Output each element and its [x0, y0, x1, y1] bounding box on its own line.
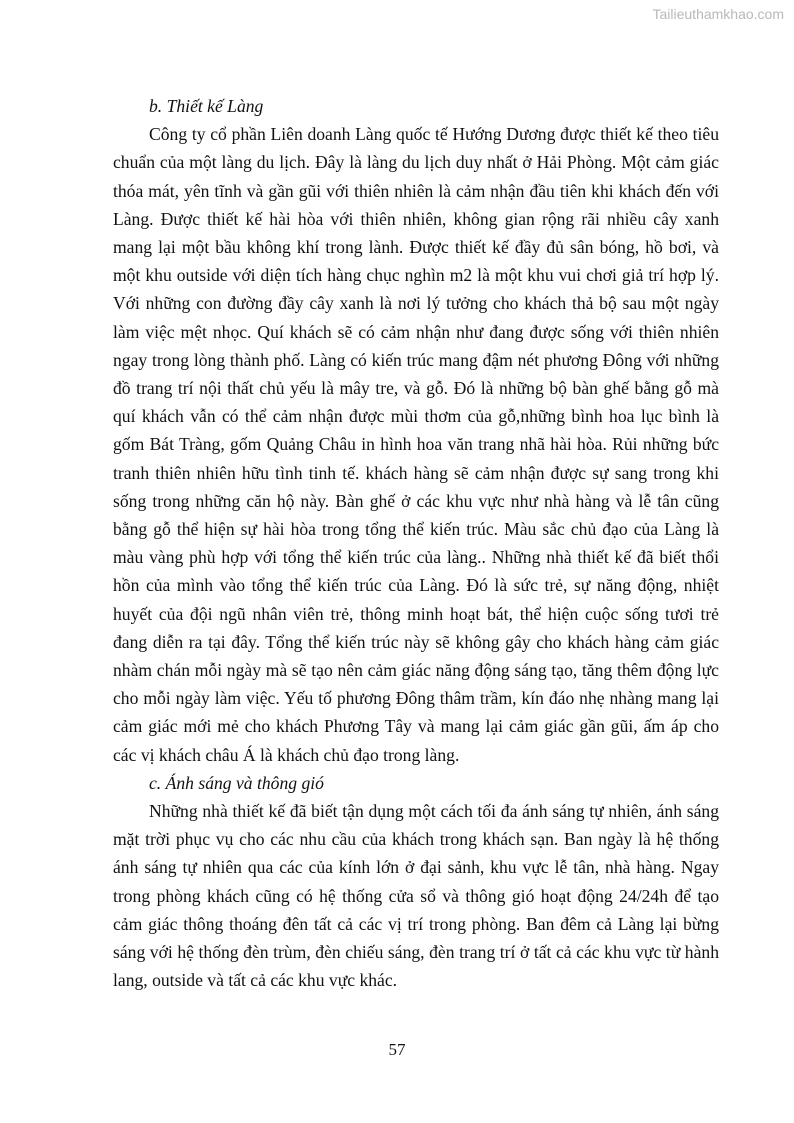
- document-body: [113, 92, 719, 995]
- section-heading-c: c. Ánh sáng và thông gió: [149, 772, 324, 793]
- page-number: 57: [388, 1040, 406, 1059]
- section-paragraph-b: Công ty cổ phần Liên doanh Làng quốc tế Hướng Dương được thiết kế theo tiêu chuẩn của một làng du lịch. Đây là làng du lịch duy nhất ở Hải Phòng. Một cảm giác thóa mát, yên tĩnh và gần gũi với thiên nhiên là cảm nhận đầu tiên khi khách đến với Làng. Được thiết kế hài hòa với thiên nhiên, không gian rộng rãi nhiều cây xanh mang lại một bầu không khí trong lành. Được thiết kế đầy đủ sân bóng, hồ bơi, và một khu outside với diện tích hàng chục nghìn m2 là một khu vui chơi giả trí hợp lý. Với những con đường đầy cây xanh là nơi lý tưởng cho khách thả bộ sau một ngày làm việc mệt nhọc. Quí khách sẽ có cảm nhận như đang được sống với thiên nhiên ngay trong lòng thành phố. Làng có kiến trúc mang đậm nét phương Đông với những đồ trang trí nội thất chủ yếu là mây tre, và gỗ. Đó là những bộ bàn ghế bằng gỗ mà quí khách vẫn có thể cảm nhận được mùi thơm của gỗ,những bình hoa lục bình là gốm Bát Tràng, gốm Quảng Châu in hình hoa văn trang nhã hài hòa. Rủi những bức tranh thiên nhiên hữu tình tinh tế. khách hàng sẽ cảm nhận được sự sang trong khi sống trong những căn hộ này. Bàn ghế ở các khu vực như nhà hàng và lễ tân cũng bằng gỗ thể hiện sự hài hòa trong tổng thể kiến trúc. Màu sắc chủ đạo của Làng là màu vàng phù hợp với tổng thể kiến trúc của làng.. Những nhà thiết kế đã biết thổi hồn của mình vào tổng thể kiến trúc của Làng. Đó là sức trẻ, sự năng động, nhiệt huyết của đội ngũ nhân viên trẻ, thông minh hoạt bát, thể hiện cuộc sống tươi trẻ đang diễn ra tại đây. Tổng thể kiến trúc này sẽ không gây cho khách hàng cảm giác nhàm chán mỗi ngày mà sẽ tạo nên cảm giác năng động sáng tạo, tăng thêm động lực cho mỗi ngày làm việc. Yếu tố phương Đông thâm trầm, kín đáo nhẹ nhàng mang lại cảm giác mới mẻ cho khách Phương Tây và mang lại cảm giác gần gũi, ấm áp cho các vị khách châu Á là khách chủ đạo trong làng.: [113, 124, 719, 765]
- section-heading-b: b. Thiết kế Làng: [149, 96, 264, 116]
- watermark: Tailieuthamkhao.com: [652, 6, 784, 22]
- section-paragraph-c: Những nhà thiết kế đã biết tận dụng một cách tối đa ánh sáng tự nhiên, ánh sáng mặt trời phục vụ cho các nhu cầu của khách trong khách sạn. Ban ngày là hệ thống ánh sáng tự nhiên qua các của kính lớn ở đại sảnh, khu vực lễ tân, nhà hàng. Ngay trong phòng khách cũng có hệ thống cửa sổ và thông gió hoạt động 24/24h để tạo cảm giác thông thoáng đên tất cả các vị trí trong phòng. Ban đêm cả Làng lại bừng sáng với hệ thống đèn trùm, đèn chiếu sáng, đèn trang trí ở tất cả các khu vực từ hành lang, outside và tất cả các khu vực khác.: [113, 801, 719, 991]
